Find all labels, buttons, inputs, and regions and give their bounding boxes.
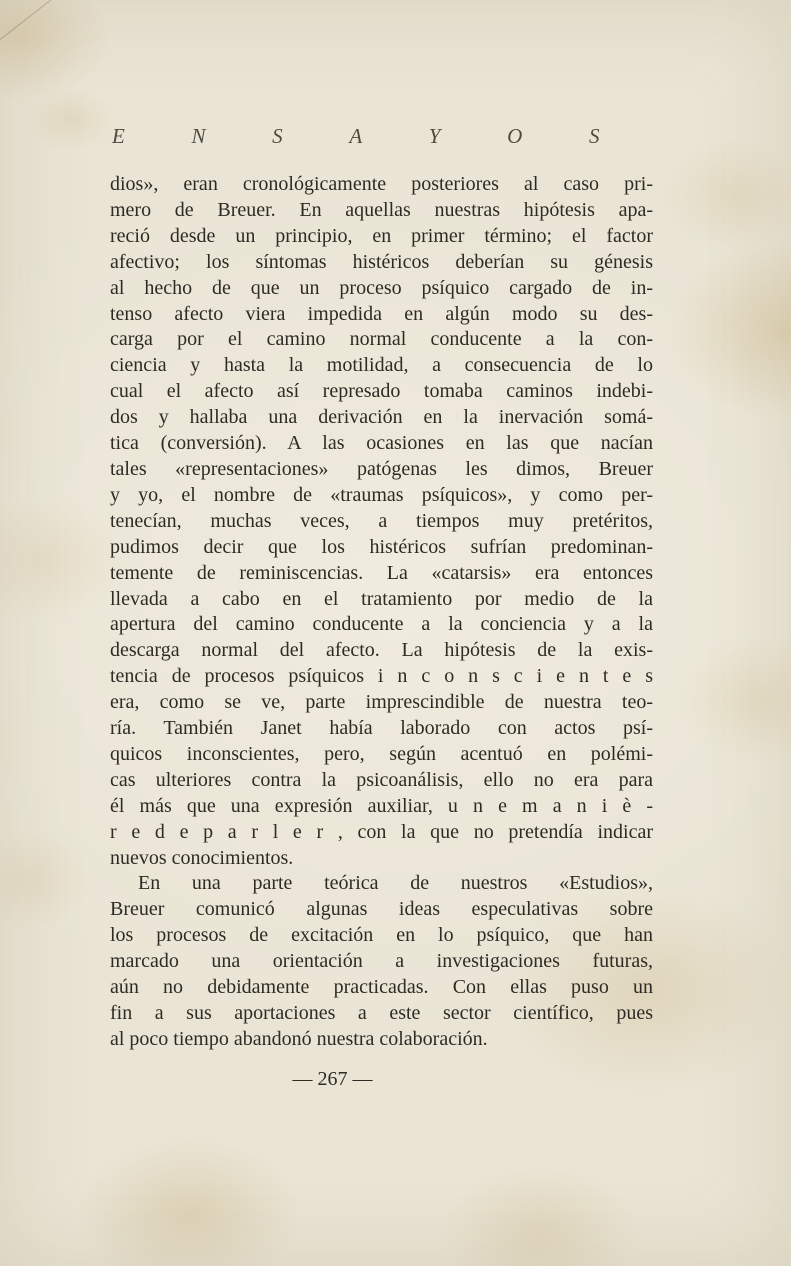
text-line: Breuer comunicó algunas ideas especulativas sobre	[110, 898, 653, 921]
header-letter: O	[507, 124, 523, 148]
text-line: era, como se ve, parte imprescindible de nuestra teo-	[110, 691, 653, 714]
text-line: temente de reminiscencias. La «catarsis» era entonces	[110, 561, 653, 584]
header-letter: S	[272, 124, 284, 148]
text-line: los procesos de excitación en lo psíquico, que han	[110, 924, 653, 947]
text-line: ría. También Janet había laborado con actos psí-	[110, 717, 653, 740]
text-line: cas ulteriores contra la psicoanálisis, ello no era para	[110, 768, 653, 791]
text-line: dios», eran cronológicamente posteriores al caso pri-	[110, 173, 653, 195]
text-line: marcado una orientación a investigaciones futuras,	[110, 950, 653, 973]
text-line: quicos inconscientes, pero, según acentuó en polémi-	[110, 742, 653, 765]
page-number: — 267 —	[292, 1068, 373, 1090]
text-line: al poco tiempo abandonó nuestra colaboración.	[110, 1027, 488, 1050]
text-line: y yo, el nombre de «traumas psíquicos», y como per-	[110, 483, 653, 506]
paragraph	[110, 871, 653, 1052]
text-line: mero de Breuer. En aquellas nuestras hipótesis apa-	[110, 198, 653, 221]
text-line: reció desde un principio, en primer término; el factor	[110, 224, 653, 247]
header-letter: Y	[428, 124, 441, 148]
body-text	[110, 172, 653, 1053]
text-line: tenecían, muchas veces, a tiempos muy pretéritos,	[110, 509, 653, 532]
paragraph	[110, 172, 653, 871]
text-line: fin a sus aportaciones a este sector científico, pues	[110, 1002, 653, 1024]
header-letter: E	[112, 124, 126, 148]
header-letter: N	[191, 124, 206, 148]
text-line: r e d e p a r l e r , con la que no pretendía indicar	[110, 820, 653, 843]
text-line: cual el afecto así represado tomaba caminos indebi-	[110, 380, 653, 403]
text-line: ciencia y hasta la motilidad, a consecuencia de lo	[110, 354, 653, 377]
text-line: tica (conversión). A las ocasiones en las que nacían	[110, 432, 653, 455]
text-line: afectivo; los síntomas histéricos deberían su génesis	[110, 250, 653, 273]
text-line: descarga normal del afecto. La hipótesis de la exis-	[110, 639, 653, 662]
text-line: apertura del camino conducente a la conciencia y a la	[110, 613, 653, 636]
text-line: llevada a cabo en el tratamiento por medio de la	[110, 587, 653, 610]
text-line: En una parte teórica de nuestros «Estudios»,	[138, 872, 653, 895]
text-line: nuevos conocimientos.	[110, 846, 294, 869]
text-line: carga por el camino normal conducente a la con-	[110, 328, 653, 351]
header-letter: S	[588, 124, 600, 148]
text-line: dos y hallaba una derivación en la inervación somá-	[110, 406, 653, 429]
text-line: pudimos decir que los histéricos sufrían predominan-	[110, 535, 653, 558]
text-line: aún no debidamente practicadas. Con ellas puso un	[110, 976, 653, 999]
text-line: tencia de procesos psíquicos i n c o n s c i e n t e s	[110, 665, 653, 688]
header-letter: A	[349, 124, 363, 148]
text-line: él más que una expresión auxiliar, u n e m a n i è -	[110, 794, 653, 817]
text-line: tales «representaciones» patógenas les dimos, Breuer	[110, 457, 653, 480]
running-header	[112, 124, 600, 149]
text-line: tenso afecto viera impedida en algún modo su des-	[110, 302, 653, 325]
text-line: al hecho de que un proceso psíquico cargado de in-	[110, 276, 653, 299]
